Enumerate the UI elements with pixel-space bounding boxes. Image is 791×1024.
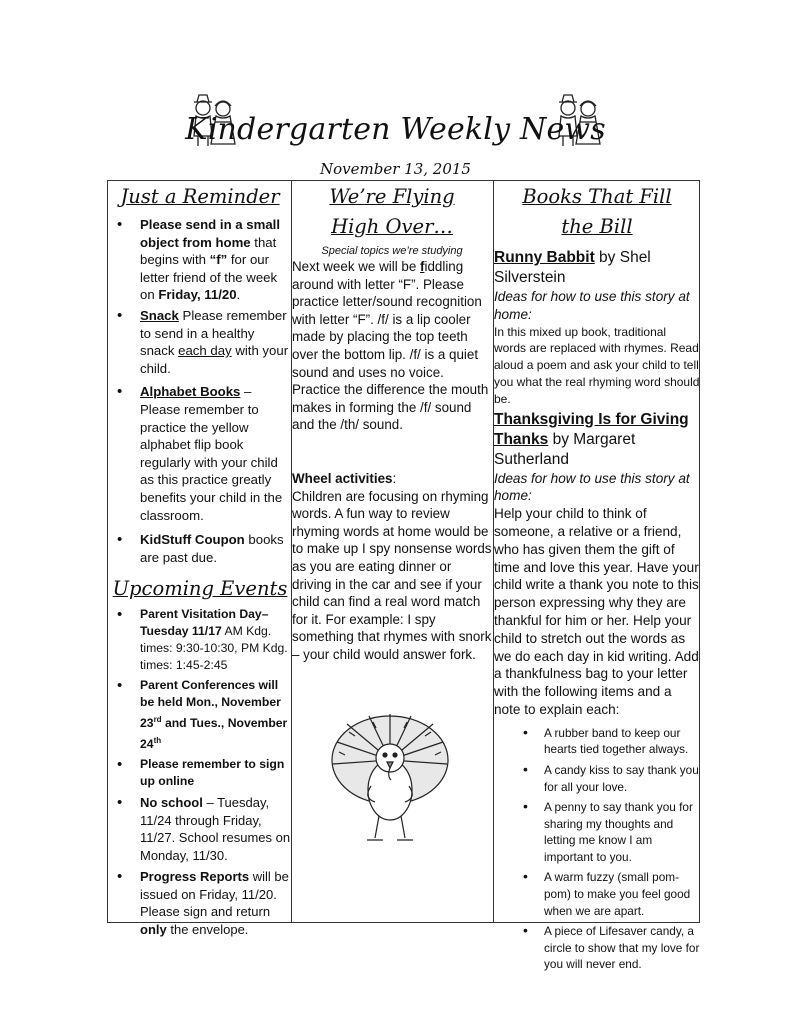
list-item: • A piece of Lifesaver candy, a circle to show that my love for you will never end.: [494, 923, 700, 973]
newsletter-date: November 13, 2015: [320, 160, 471, 178]
book-2-description: Help your child to think of someone, a relative or a friend, who has given them the gift of time and love this year. Have your child write a thank you note to this person expressing why they are thankful for him or her. Help your child to stretch out the words as we do each day in kid writing. Add a thankfulness bag to your letter with the following items and a note to explain each:: [494, 506, 699, 717]
flying-high-heading: We’re Flying High Over…: [329, 185, 455, 238]
list-item: • Parent Visitation Day– Tuesday 11/17 AM Kdg. times: 9:30-10:30, PM Kdg. times: 1:45-2:45: [109, 606, 291, 674]
list-item: • Snack Please remember to send in a healthy snack each day with your child.: [109, 307, 291, 377]
list-item: • A penny to say thank you for sharing my thoughts and letting me know I am important to you.: [494, 799, 700, 865]
reminder-heading: Just a Reminder: [120, 185, 280, 208]
reminder-list: [109, 216, 291, 566]
events-list: [109, 606, 291, 938]
flying-high-column: [292, 182, 492, 663]
book-1-title: Runny Babbit by Shel Silverstein: [494, 249, 651, 286]
list-item: • No school – Tuesday, 11/24 through Friday, 11/27. School resumes on Monday, 11/30.: [109, 794, 291, 864]
book-2-title: Thanksgiving Is for Giving Thanks by Margaret Sutherland: [494, 410, 689, 468]
wheel-activities-paragraph: Wheel activities: Children are focusing on rhyming words. A fun way to review rhyming words at home would be to make up I spy nonsense words as you are eating dinner or driving in the car and see if your child can find a real word match for it. For example: I spy something that rhymes with snork – your child would answer fork.: [292, 470, 492, 662]
topics-caption: Special topics we’re studying: [321, 245, 463, 257]
list-item: • A rubber band to keep our hearts tied together always.: [494, 725, 700, 758]
reminder-column: [109, 182, 291, 938]
turkey-icon: [327, 712, 453, 852]
book-2-ideas-label: Ideas for how to use this story at home:: [494, 470, 690, 504]
book-1-description: In this mixed up book, traditional words are replaced with rhymes. Read aloud a poem and ask your child to tell you what the real rhyming word should be.: [494, 324, 700, 406]
list-item: • Parent Conferences will be held Mon., November 23rd and Tues., November 24th: [109, 677, 291, 753]
events-heading: Upcoming Events: [112, 577, 288, 601]
book-1-ideas-label: Ideas for how to use this story at home:: [494, 289, 690, 322]
list-item: • Please send in a small object from home that begins with “f” for our letter friend of the week on Friday, 11/20.: [109, 216, 291, 304]
books-heading: Books That Fill the Bill: [522, 185, 672, 238]
list-item: • KidStuff Coupon books are past due.: [109, 531, 291, 566]
thankfulness-bag-list: [494, 725, 700, 973]
list-item: • A candy kiss to say thank you for all your love.: [494, 762, 700, 795]
list-item: • Please remember to sign up online: [109, 756, 291, 790]
books-column: [494, 182, 700, 977]
list-item: • Alphabet Books – Please remember to practice the yellow alphabet flip book regularly with your child as this practice greatly benefits your child in the classroom.: [109, 383, 291, 524]
list-item: • A warm fuzzy (small pom-pom) to make you feel good when we are apart.: [494, 869, 700, 919]
list-item: • Progress Reports will be issued on Friday, 11/20. Please sign and return only the envelope.: [109, 868, 291, 938]
newsletter-title: Kindergarten Weekly News: [185, 112, 606, 147]
letter-f-paragraph: Next week we will be fiddling around with letter “F”. Please practice letter/sound recognition with letter “F”. /f/ is a lip cooler made by placing the top teeth over the bottom lip. /f/ is a quiet sound and uses no voice. Practice the difference the mouth makes in forming the /f/ sound and the /th/ sound.: [292, 259, 489, 433]
